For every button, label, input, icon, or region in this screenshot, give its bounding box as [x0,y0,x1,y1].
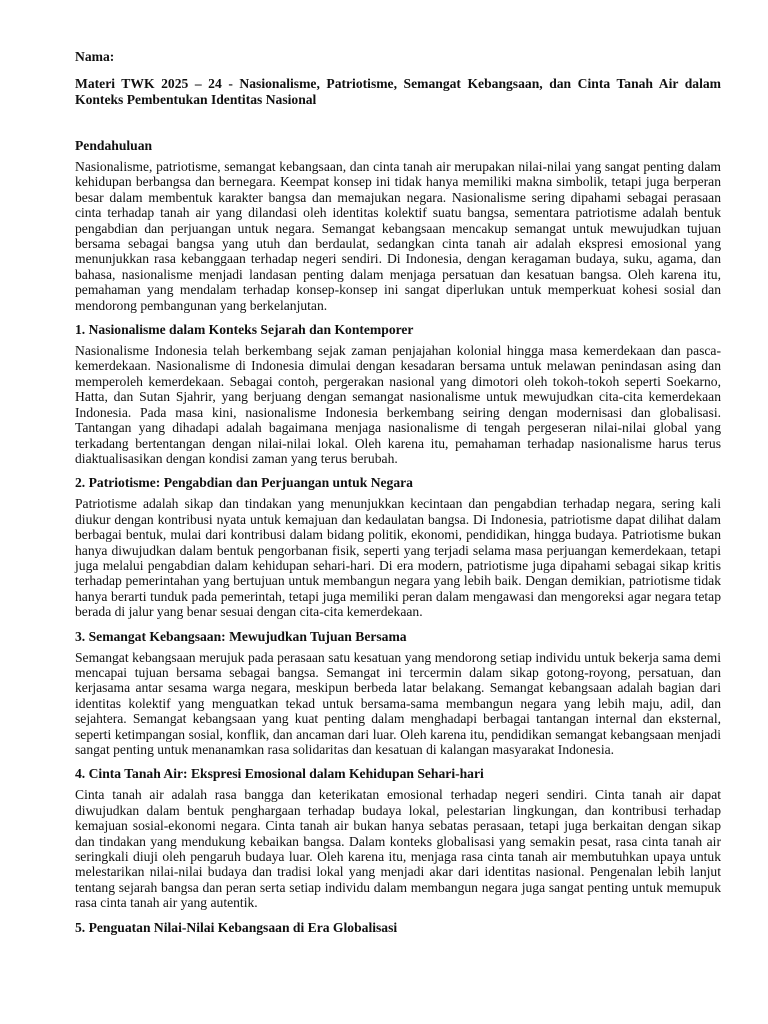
intro-heading: Pendahuluan [75,138,153,153]
section-4-paragraph: Cinta tanah air adalah rasa bangga dan keterikatan emosional terhadap negeri sendiri. Cinta tanah air dapat diwujudkan dalam bentuk penghargaan terhadap budaya lokal, pelestarian lingkungan, dan kontribusi terhadap kemajuan sosial-ekonomi negara. Cinta tanah air bukan hanya sebatas perasaan, tetapi juga berkaitan dengan sikap dan tindakan yang mendukung kebaikan bangsa. Dalam konteks globalisasi yang semakin pesat, rasa cinta tanah air seringkali diuji oleh pengaruh budaya luar. Oleh karena itu, menjaga rasa cinta tanah air membutuhkan upaya untuk melestarikan nilai-nilai budaya dan tradisi lokal yang menjadi akar dari identitas nasional. Pengenalan lebih lanjut tentang sejarah bangsa dan peran serta setiap individu dalam membangun negara juga sangat penting untuk memupuk rasa cinta tanah air yang autentik. [75,787,721,911]
section-3-heading: 3. Semangat Kebangsaan: Mewujudkan Tujuan Bersama [75,628,407,644]
section-2-paragraph: Patriotisme adalah sikap dan tindakan yang menunjukkan kecintaan dan pengabdian terhadap negara, sering kali diukur dengan kontribusi nyata untuk kemajuan dan kedaulatan bangsa. Di Indonesia, patriotisme dapat dilihat dalam berbagai bentuk, mulai dari kontribusi dalam bidang politik, ekonomi, pendidikan, hingga budaya. Patriotisme bukan hanya diwujudkan dalam bentuk pengorbanan fisik, seperti yang terjadi selama masa perjuangan kemerdekaan, tetapi juga melalui pengabdian dalam kehidupan sehari-hari. Di era modern, patriotisme juga dipahami sebagai sikap kritis terhadap pemerintahan yang bertujuan untuk membangun negara yang lebih baik. Dengan demikian, patriotisme tidak hanya berarti tunduk pada pemerintah, tetapi juga memiliki peran dalam mengawasi dan mengoreksi agar negara tetap berada di jalur yang benar sesuai dengan cita-cita kemerdekaan. [75,496,721,620]
intro-paragraph: Nasionalisme, patriotisme, semangat kebangsaan, dan cinta tanah air merupakan nilai-nilai yang sangat penting dalam kehidupan berbangsa dan bernegara. Keempat konsep ini tidak hanya memiliki makna simbolik, tetapi juga berperan besar dalam membentuk karakter bangsa dan memajukan negara. Nasionalisme sering dipahami sebagai perasaan cinta terhadap tanah air yang dilandasi oleh identitas kolektif suatu bangsa, sementara patriotisme adalah bentuk pengabdian dan perjuangan untuk negara. Semangat kebangsaan mencakup semangat untuk mewujudkan tujuan bersama sebagai bangsa yang utuh dan berdaulat, sedangkan cinta tanah air adalah ekspresi emosional yang menunjukkan rasa kebanggaan terhadap negeri sendiri. Di Indonesia, dengan keragaman budaya, suku, agama, dan bahasa, nasionalisme menjadi landasan penting dalam menjaga persatuan dan kesatuan bangsa. Oleh karena itu, pemahaman yang mendalam terhadap konsep-konsep ini sangat diperlukan untuk memperkuat kohesi sosial dan mendorong pembangunan yang berkelanjutan. [75,159,721,313]
section-2-heading: 2. Patriotisme: Pengabdian dan Perjuangan untuk Negara [75,475,413,491]
section-5-heading: 5. Penguatan Nilai-Nilai Kebangsaan di Era Globalisasi [75,919,398,935]
document-page [75,48,721,941]
section-1-heading: 1. Nasionalisme dalam Konteks Sejarah dan Kontemporer [75,322,414,338]
name-label: Nama: [75,49,115,64]
section-3-paragraph: Semangat kebangsaan merujuk pada perasaan satu kesatuan yang mendorong setiap individu untuk bekerja sama demi mencapai tujuan bersama sebagai bangsa. Semangat ini tercermin dalam sikap gotong-royong, persatuan, dan kerjasama antar sesama warga negara, meskipun berbeda latar belakang. Semangat kebangsaan adalah bagian dari identitas kolektif yang menguatkan tekad untuk bersama-sama membangun negara yang lebih maju, adil, dan sejahtera. Semangat kebangsaan yang kuat penting dalam menghadapi berbagai tantangan internal dan eksternal, seperti ketimpangan sosial, konflik, dan ancaman dari luar. Oleh karena itu, pendidikan semangat kebangsaan menjadi sangat penting untuk menanamkan rasa solidaritas dan kesatuan di kalangan masyarakat Indonesia. [75,649,721,757]
section-4-heading: 4. Cinta Tanah Air: Ekspresi Emosional dalam Kehidupan Sehari-hari [75,766,484,782]
section-1-paragraph: Nasionalisme Indonesia telah berkembang sejak zaman penjajahan kolonial hingga masa kemerdekaan dan pasca-kemerdekaan. Nasionalisme di Indonesia dimulai dengan kesadaran bersama untuk melawan penindasan asing dan memperoleh kemerdekaan. Sebagai contoh, pergerakan nasional yang dimotori oleh tokoh-tokoh seperti Soekarno, Hatta, dan Sutan Sjahrir, yang berjuang dengan semangat nasionalisme untuk mewujudkan cita-cita kemerdekaan Indonesia. Pada masa kini, nasionalisme Indonesia berkembang seiring dengan modernisasi dan globalisasi. Tantangan yang dihadapi adalah bagaimana menjaga nasionalisme di tengah pergeseran nilai-nilai global yang terkadang bertentangan dengan nilai-nilai lokal. Oleh karena itu, pemahaman terhadap nasionalisme harus terus diaktualisasikan dengan kondisi zaman yang terus berubah. [75,343,721,466]
document-title: Materi TWK 2025 – 24 - Nasionalisme, Patriotisme, Semangat Kebangsaan, dan Cinta Tanah Air dalam Konteks Pembentukan Identitas Nasional [75,76,721,107]
